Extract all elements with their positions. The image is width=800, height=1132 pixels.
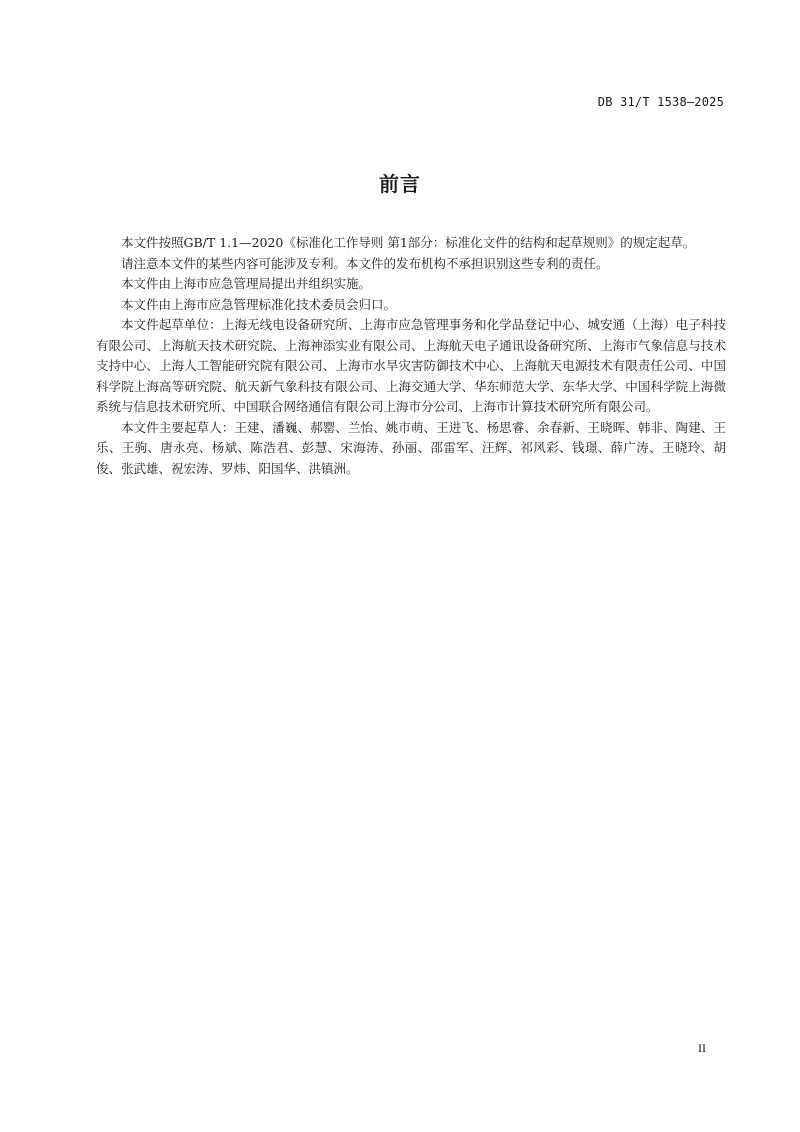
paragraph-proposer: 本文件由上海市应急管理局提出并组织实施。 bbox=[121, 276, 372, 291]
page-title: 前言 bbox=[379, 172, 421, 196]
foreword-body bbox=[96, 233, 726, 479]
paragraph-drafting-rules: 本文件按照GB/T 1.1—2020《标准化工作导则 第1部分：标准化文件的结构和起草规则》的规定起草。 bbox=[121, 235, 696, 250]
paragraph-patent-notice: 请注意本文件的某些内容可能涉及专利。本文件的发布机构不承担识别这些专利的责任。 bbox=[121, 255, 609, 271]
page-number: II bbox=[698, 1041, 706, 1055]
paragraph-technical-committee: 本文件由上海市应急管理标准化技术委员会归口。 bbox=[121, 296, 397, 312]
document-code: DB 31/T 1538—2025 bbox=[597, 95, 724, 109]
paragraph-drafting-units: 本文件起草单位：上海无线电设备研究所、上海市应急管理事务和化学品登记中心、城安通（上海）电子科技有限公司、上海航天技术研究院、上海神添实业有限公司、上海航天电子通讯设备研究所、上海市气象信息与技术支持中心、上海人工智能研究院有限公司、上海市水旱灾害防御技术中心、上海航天电源技术有限责任公司、中国科学院上海高等研究院、航天新气象科技有限公司、上海交通大学、华东师范大学、东华大学、中国科学院上海微系统与信息技术研究所、中国联合网络通信有限公司上海市分公司、上海市计算技术研究所有限公司。 bbox=[96, 317, 726, 414]
paragraph-drafters: 本文件主要起草人：王建、潘巍、郝罂、兰怡、姚市萌、王进飞、杨思睿、余春新、王晓晖、韩非、陶建、王乐、王驹、唐永亮、杨斌、陈浩君、彭慧、宋海涛、孙丽、邵雷军、汪辉、祁风彩、钱璟、薛广涛、王晓玲、胡俊、张武雄、祝宏涛、罗炜、阳国华、洪镇洲。 bbox=[96, 419, 726, 476]
